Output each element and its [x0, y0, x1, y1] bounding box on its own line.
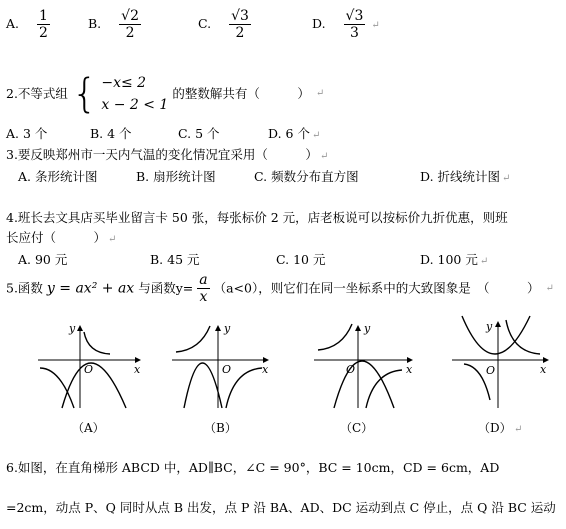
q4-option-c: C. 10 元: [276, 252, 326, 267]
svg-text:（D）: （D）: [478, 421, 512, 435]
svg-text:y: y: [69, 322, 76, 335]
graph-b: [172, 322, 269, 435]
q1-option-c: C. $\frac{√3}{2}$: [198, 8, 249, 41]
q1-option-b: B. $\frac{√2}{2}$: [88, 8, 139, 41]
q1-option-a-fraction: $\frac{1}{2}$: [39, 8, 48, 41]
svg-text:y: y: [486, 320, 493, 333]
q2-system: −x≤ 2 x − 2 < 1: [101, 75, 169, 113]
q1-option-c-fraction: $\frac{√3}{2}$: [231, 8, 249, 41]
svg-text:x: x: [540, 363, 547, 376]
q3-option-d: D. 折线统计图 ↵: [420, 169, 511, 184]
q1-options: [6, 8, 50, 41]
graph-d: [452, 316, 548, 435]
svg-text:O: O: [346, 363, 356, 376]
graph-d-parabola: [462, 316, 530, 354]
q1-option-b-fraction: $\frac{√2}{2}$: [121, 8, 139, 41]
q4-stem-line2: 长应付（ ） ↵: [6, 230, 117, 245]
q4-option-d: D. 100 元 ↵: [420, 252, 489, 267]
q5-fraction: $\frac{a}{x}$: [199, 272, 208, 305]
q2-option-b: B. 4 个: [90, 126, 132, 141]
q5-graphs: [0, 308, 566, 458]
svg-text:↵: ↵: [514, 424, 523, 435]
graph-c-parabola: [334, 361, 394, 408]
q5-stem: 5.函数 y = ax² + ax 与函数y= $\frac{a}{x}$ （a<0），则它们在同一坐标系中的大致图象是 （ ） ↵: [6, 272, 554, 305]
q2-brace: {: [71, 71, 98, 117]
svg-text:x: x: [262, 363, 269, 376]
svg-text:x: x: [134, 363, 141, 376]
graph-a: [38, 322, 141, 435]
graph-a-hyperbola-right: [84, 332, 110, 354]
q2-option-d: D. 6 个 ↵: [268, 126, 321, 141]
graph-b-parabola: [184, 363, 222, 408]
q1-option-d: D. $\frac{√3}{3}$ ↵: [312, 8, 380, 41]
q2-stem: 2.不等式组 { −x≤ 2 x − 2 < 1 的整数解共有（ ） ↵: [6, 71, 325, 117]
svg-text:（A）: （A）: [72, 421, 105, 435]
q3-option-b: B. 扇形统计图: [136, 169, 216, 184]
q3-stem: 3.要反映郑州市一天内气温的变化情况宜采用（ ） ↵: [6, 147, 329, 162]
q4-option-a: A. 90 元: [18, 252, 68, 267]
graph-c: [314, 322, 413, 435]
svg-text:O: O: [486, 364, 496, 377]
svg-text:O: O: [84, 363, 94, 376]
graph-c-hyperbola-right: [366, 370, 402, 408]
svg-text:（B）: （B）: [204, 421, 237, 435]
graph-b-hyperbola-right: [226, 368, 262, 408]
q4-option-b: B. 45 元: [150, 252, 200, 267]
svg-text:y: y: [224, 322, 231, 335]
q6-line2: =2cm，动点 P、Q 同时从点 B 出发，点 P 沿 BA、AD、DC 运动到点 C 停止，点 Q 沿 BC 运动: [6, 500, 556, 515]
svg-text:x: x: [406, 363, 413, 376]
graph-d-hyperbola-right: [506, 320, 540, 354]
q1-option-d-fraction: $\frac{√3}{3}$: [345, 8, 364, 41]
q2-option-a: A. 3 个: [6, 126, 48, 141]
svg-text:y: y: [364, 322, 371, 335]
q3-option-c: C. 频数分布直方图: [254, 169, 359, 184]
q4-stem-line1: 4.班长去文具店买毕业留言卡 50 张，每张标价 2 元，店老板说可以按标价九折优惠，则班: [6, 210, 508, 225]
q3-option-a: A. 条形统计图: [18, 169, 98, 184]
svg-text:（C）: （C）: [340, 421, 374, 435]
graph-c-hyperbola-left: [318, 324, 352, 350]
q6-line1: 6.如图，在直角梯形 ABCD 中，AD∥BC，∠C = 90°，BC = 10cm，CD = 6cm，AD: [6, 460, 500, 475]
svg-text:O: O: [222, 363, 232, 376]
graph-b-hyperbola-left: [176, 326, 210, 352]
q1-option-a: A. $\frac{1}{2}$: [6, 8, 48, 41]
q2-option-c: C. 5 个: [178, 126, 220, 141]
